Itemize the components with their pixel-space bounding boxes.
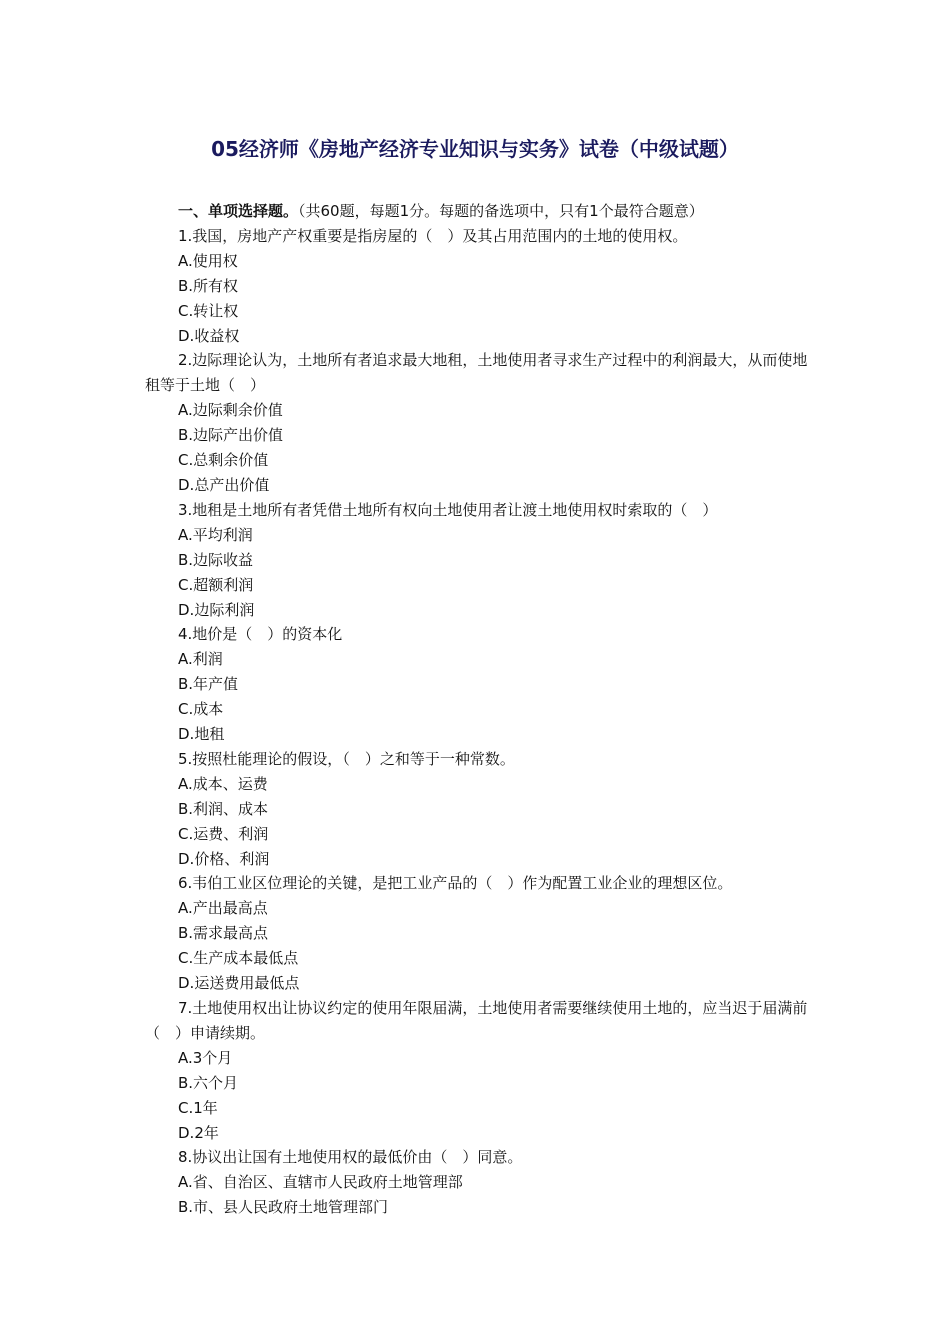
question-stem: 1.我国，房地产产权重要是指房屋的（ ）及其占用范围内的土地的使用权。	[178, 226, 688, 245]
question-stem: 4.地价是（ ）的资本化	[178, 625, 343, 644]
section-heading: 一、单项选择题。	[178, 202, 299, 220]
answer-option: B.边际收益	[178, 550, 254, 569]
answer-option: C.总剩余价值	[178, 451, 269, 470]
answer-option: A.省、自治区、直辖市人民政府土地管理部	[178, 1173, 463, 1192]
answer-option: D.边际利润	[178, 600, 255, 619]
answer-option: A.3个月	[178, 1048, 233, 1067]
answer-option: A.产出最高点	[178, 899, 268, 918]
answer-option: B.边际产出价值	[178, 426, 284, 445]
answer-option: D.总产出价值	[178, 475, 270, 494]
question-stem: 3.地租是土地所有者凭借土地所有权向土地使用者让渡土地使用权时索取的（ ）	[178, 500, 718, 519]
document-body	[145, 199, 815, 1220]
section-header	[145, 199, 815, 224]
answer-option: C.转让权	[178, 301, 239, 320]
answer-option: C.超额利润	[178, 575, 254, 594]
section-note: （共60题，每题1分。每题的备选项中，只有1个最符合题意）	[298, 202, 704, 220]
question-stem: 6.韦伯工业区位理论的关键，是把工业产品的（ ）作为配置工业企业的理想区位。	[178, 874, 733, 893]
answer-option: D.2年	[178, 1123, 219, 1142]
answer-option: C.成本	[178, 700, 224, 719]
answer-option: A.边际剩余价值	[178, 401, 283, 420]
answer-option: A.平均利润	[178, 525, 253, 544]
answer-option: D.价格、利润	[178, 849, 270, 868]
answer-option: A.使用权	[178, 251, 238, 270]
answer-option: B.所有权	[178, 276, 239, 295]
answer-option: D.地租	[178, 725, 225, 744]
answer-option: B.利润、成本	[178, 799, 269, 818]
answer-option: C.运费、利润	[178, 824, 269, 843]
answer-option: D.运送费用最低点	[178, 974, 300, 993]
answer-option: D.收益权	[178, 326, 240, 345]
answer-option: A.利润	[178, 650, 223, 669]
answer-option: C.生产成本最低点	[178, 949, 299, 968]
question-stem: 2.边际理论认为，土地所有者追求最大地租，土地使用者寻求生产过程中的利润最大，从而使地租等于土地（ ）	[145, 351, 808, 395]
answer-option: C.1年	[178, 1098, 218, 1117]
answer-option: B.六个月	[178, 1073, 239, 1092]
answer-option: B.年产值	[178, 675, 239, 694]
answer-option: A.成本、运费	[178, 774, 268, 793]
answer-option: B.市、县人民政府土地管理部门	[178, 1198, 389, 1217]
question-stem: 8.协议出让国有土地使用权的最低价由（ ）同意。	[178, 1148, 523, 1167]
question-stem: 7.土地使用权出让协议约定的使用年限届满，土地使用者需要继续使用土地的，应当迟于届满前（ ）申请续期。	[145, 999, 808, 1042]
document-title: 05经济师《房地产经济专业知识与实务》试卷（中级试题）	[211, 137, 739, 161]
question-stem: 5.按照杜能理论的假设，（ ）之和等于一种常数。	[178, 749, 515, 768]
answer-option: B.需求最高点	[178, 924, 269, 943]
